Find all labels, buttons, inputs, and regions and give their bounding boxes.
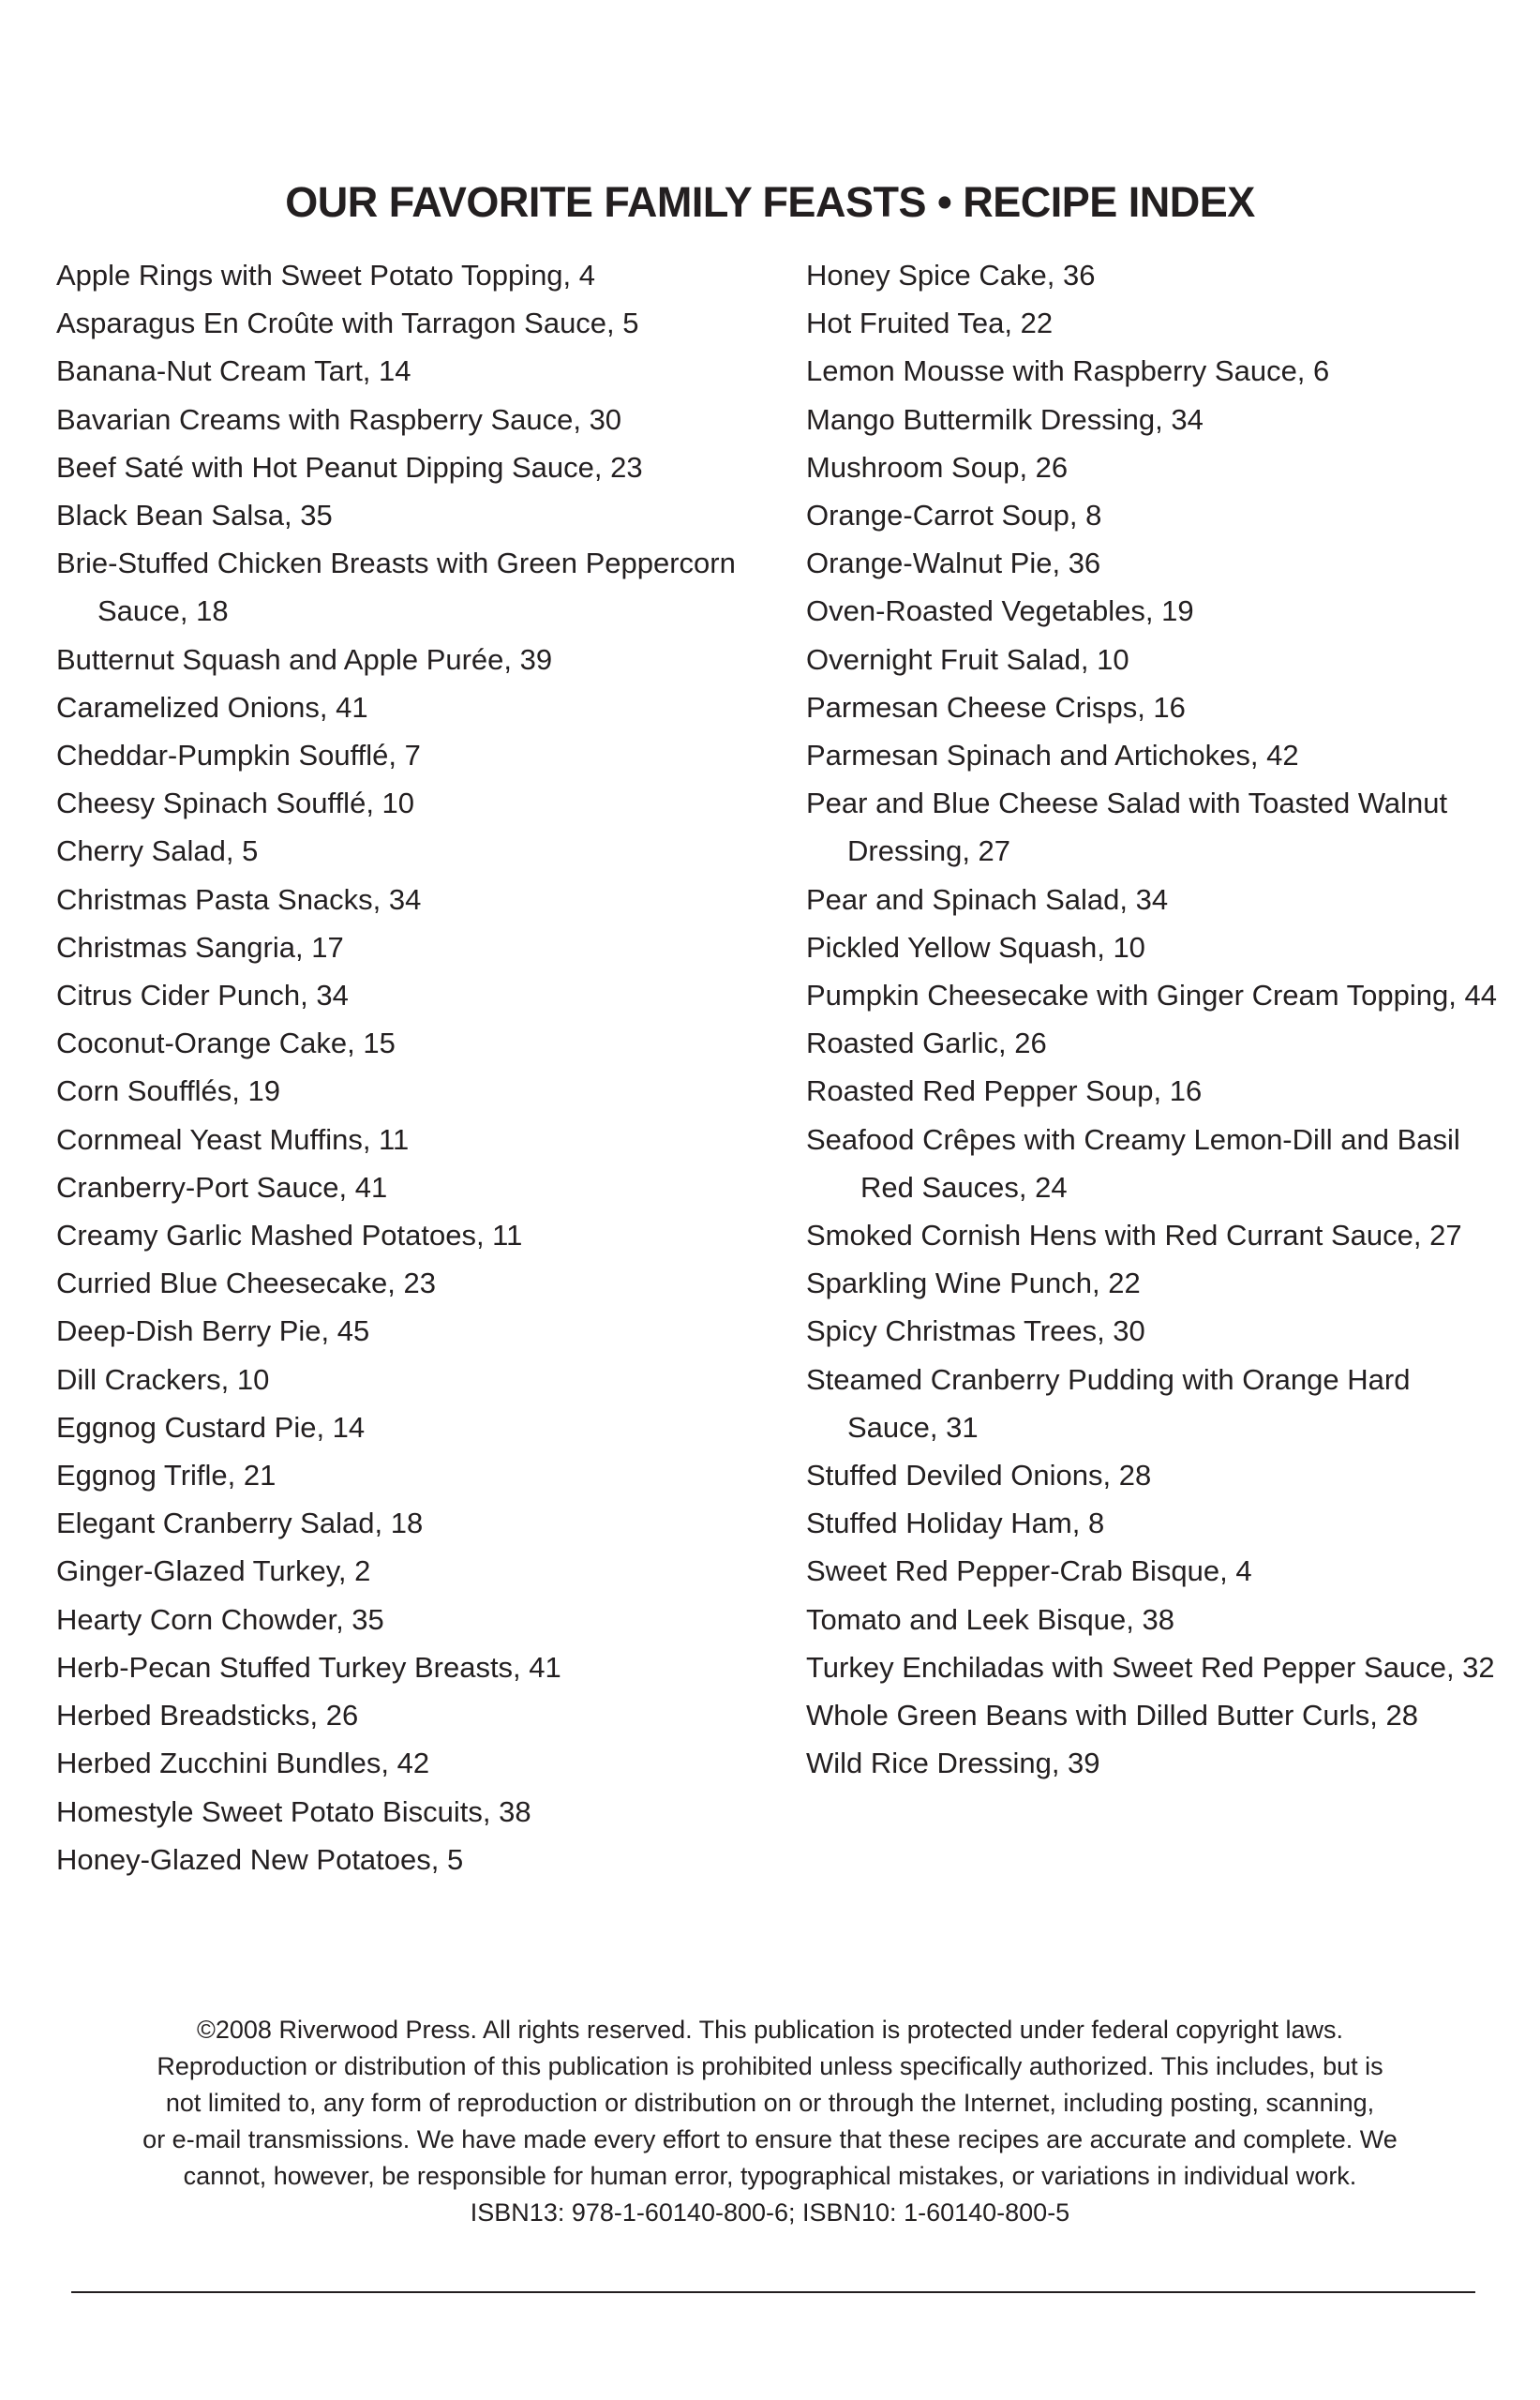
index-entry-text: Orange-Carrot Soup, 8 [806,499,1102,532]
index-entry-text: Pear and Spinach Salad, 34 [806,882,1169,916]
index-entry-text: Brie-Stuffed Chicken Breasts with Green Peppercorn [56,547,736,580]
copyright-line: not limited to, any form of reproduction or distribution on or through the Internet, including posting, scanning, [165,2089,1375,2117]
index-entry [806,1307,1537,1355]
index-entry [806,1116,1537,1211]
index-entry [56,1691,797,1739]
index-entry [806,1643,1537,1691]
index-entry-continuation: Red Sauces, 24 [860,1170,1068,1204]
index-entry-text: Butternut Squash and Apple Purée, 39 [56,642,553,676]
index-entry-text: Deep-Dish Berry Pie, 45 [56,1314,370,1348]
index-entry [56,1836,797,1883]
index-entry-text: Asparagus En Croûte with Tarragon Sauce, 5 [56,307,639,340]
index-entry [806,1356,1537,1451]
index-entry [56,347,797,395]
index-entry-text: Roasted Garlic, 26 [806,1027,1047,1060]
index-entry [56,299,797,347]
index-entry-text: Apple Rings with Sweet Potato Topping, 4 [56,259,596,292]
bottom-divider [71,2291,1475,2293]
index-entry [806,971,1537,1019]
index-entry-text: Cherry Salad, 5 [56,834,259,868]
index-entry [56,923,797,971]
index-entry [56,1211,797,1259]
index-entry-text: Curried Blue Cheesecake, 23 [56,1267,436,1300]
index-entry-text: Parmesan Cheese Crisps, 16 [806,690,1186,724]
index-entry [56,443,797,491]
index-entry-text: Herbed Zucchini Bundles, 42 [56,1747,430,1780]
index-entry-text: Mango Buttermilk Dressing, 34 [806,402,1204,436]
index-entry [806,251,1537,299]
index-entry [56,636,797,683]
index-entry [806,1691,1537,1739]
index-entry [806,491,1537,539]
index-entry-text: Cornmeal Yeast Muffins, 11 [56,1122,410,1156]
index-entry-text: Stuffed Deviled Onions, 28 [806,1459,1152,1492]
index-entry-text: Coconut-Orange Cake, 15 [56,1027,396,1060]
index-entry-text: Pear and Blue Cheese Salad with Toasted Walnut [806,787,1448,820]
index-entry [806,347,1537,395]
index-entry-text: Mushroom Soup, 26 [806,450,1069,484]
index-entry [56,779,797,827]
index-entry-text: Dill Crackers, 10 [56,1362,270,1396]
index-entry [56,1643,797,1691]
index-entry [806,876,1537,923]
index-entry [56,1499,797,1547]
index-entry [56,876,797,923]
index-entry-text: Honey-Glazed New Potatoes, 5 [56,1842,464,1876]
index-entry-text: Cheesy Spinach Soufflé, 10 [56,787,415,820]
index-entry [56,1451,797,1499]
index-entry-text: Black Bean Salsa, 35 [56,499,333,532]
index-entry [56,731,797,779]
index-entry [806,1259,1537,1307]
copyright-line: Reproduction or distribution of this publication is prohibited unless specifically authorized. This includes, but is [157,2052,1383,2080]
index-entry [56,1788,797,1836]
index-entry-text: Herb-Pecan Stuffed Turkey Breasts, 41 [56,1650,561,1684]
index-entry-text: Christmas Pasta Snacks, 34 [56,882,422,916]
index-entry-text: Elegant Cranberry Salad, 18 [56,1507,424,1540]
index-entry-text: Banana-Nut Cream Tart, 14 [56,354,411,388]
index-entry [806,1211,1537,1259]
index-entry-text: Caramelized Onions, 41 [56,690,368,724]
index-entry [806,731,1537,779]
index-entry-text: Honey Spice Cake, 36 [806,259,1096,292]
index-entry-text: Cheddar-Pumpkin Soufflé, 7 [56,739,421,772]
index-entry-text: Citrus Cider Punch, 34 [56,979,349,1012]
index-entry-text: Ginger-Glazed Turkey, 2 [56,1554,371,1588]
index-entry-text: Creamy Garlic Mashed Potatoes, 11 [56,1219,523,1252]
index-entry [56,396,797,443]
index-entry [56,1019,797,1067]
copyright-line: or e-mail transmissions. We have made every effort to ensure that these recipes are accurate and complete. We [142,2125,1398,2153]
index-entry [806,1067,1537,1115]
index-entry [56,1307,797,1355]
index-entry-text: Sweet Red Pepper-Crab Bisque, 4 [806,1554,1252,1588]
index-entry [806,1547,1537,1595]
index-entry-text: Pumpkin Cheesecake with Ginger Cream Topping, 44 [806,979,1497,1012]
index-entry [806,923,1537,971]
index-entry-text: Herbed Breadsticks, 26 [56,1699,359,1732]
index-entry-text: Pickled Yellow Squash, 10 [806,930,1145,964]
index-entry-text: Christmas Sangria, 17 [56,930,344,964]
index-entry [806,299,1537,347]
index-entry-text: Overnight Fruit Salad, 10 [806,642,1129,676]
index-entry [56,971,797,1019]
index-entry-text: Wild Rice Dressing, 39 [806,1747,1100,1780]
index-entry-text: Eggnog Trifle, 21 [56,1459,277,1492]
index-entry-text: Orange-Walnut Pie, 36 [806,547,1101,580]
index-entry-text: Spicy Christmas Trees, 30 [806,1314,1145,1348]
index-entry-text: Roasted Red Pepper Soup, 16 [806,1074,1203,1108]
copyright-line: ©2008 Riverwood Press. All rights reserved. This publication is protected under federal copyright laws. [196,2016,1343,2044]
index-entry [56,1403,797,1451]
index-column-left [56,251,797,1883]
index-entry [56,1259,797,1307]
index-entry [56,491,797,539]
index-entry [806,683,1537,731]
index-entry [806,587,1537,635]
index-entry [806,1451,1537,1499]
index-entry-text: Sparkling Wine Punch, 22 [806,1267,1141,1300]
copyright-line: cannot, however, be responsible for human error, typographical mistakes, or variations in individual work. [183,2162,1357,2190]
index-entry-text: Bavarian Creams with Raspberry Sauce, 30 [56,402,622,436]
index-entry [56,539,797,635]
copyright-line: ISBN13: 978-1-60140-800-6; ISBN10: 1-60140-800-5 [470,2198,1070,2227]
index-entry-text: Seafood Crêpes with Creamy Lemon-Dill and Basil [806,1122,1460,1156]
index-entry [806,1596,1537,1643]
index-entry [806,443,1537,491]
index-entry [806,539,1537,587]
index-entry-text: Cranberry-Port Sauce, 41 [56,1170,388,1204]
index-entry-text: Tomato and Leek Bisque, 38 [806,1602,1174,1636]
index-entry-text: Oven-Roasted Vegetables, 19 [806,594,1194,628]
index-entry-text: Steamed Cranberry Pudding with Orange Hard [806,1362,1411,1396]
index-entry-text: Smoked Cornish Hens with Red Currant Sauce, 27 [806,1219,1462,1252]
index-entry [56,1356,797,1403]
index-entry [806,1739,1537,1787]
index-entry-text: Hearty Corn Chowder, 35 [56,1602,384,1636]
index-entry [56,251,797,299]
index-entry-continuation: Sauce, 31 [847,1410,979,1444]
index-entry-text: Turkey Enchiladas with Sweet Red Pepper Sauce, 32 [806,1650,1495,1684]
index-entry [806,779,1537,875]
index-entry [806,1019,1537,1067]
copyright-notice [56,2012,1484,2231]
index-entry [56,1739,797,1787]
index-entry [56,1547,797,1595]
index-entry-text: Eggnog Custard Pie, 14 [56,1410,366,1444]
index-entry-text: Beef Saté with Hot Peanut Dipping Sauce, 23 [56,450,643,484]
index-entry-continuation: Sauce, 18 [97,594,229,628]
page-title: OUR FAVORITE FAMILY FEASTS • RECIPE INDEX [285,178,1255,227]
index-entry-text: Homestyle Sweet Potato Biscuits, 38 [56,1794,531,1828]
index-entry [56,1067,797,1115]
index-column-right [806,251,1537,1788]
index-entry [806,636,1537,683]
index-entry [56,1116,797,1163]
index-entry-text: Lemon Mousse with Raspberry Sauce, 6 [806,354,1330,388]
index-entry [806,1499,1537,1547]
index-entry [806,396,1537,443]
index-entry [56,683,797,731]
index-entry [56,1596,797,1643]
index-entry-text: Parmesan Spinach and Artichokes, 42 [806,739,1299,772]
index-entry-text: Corn Soufflés, 19 [56,1074,280,1108]
index-entry [56,827,797,875]
index-entry [56,1163,797,1211]
index-entry-text: Hot Fruited Tea, 22 [806,307,1054,340]
index-entry-text: Stuffed Holiday Ham, 8 [806,1507,1105,1540]
index-entry-continuation: Dressing, 27 [847,834,1011,868]
index-entry-text: Whole Green Beans with Dilled Butter Curls, 28 [806,1699,1419,1732]
